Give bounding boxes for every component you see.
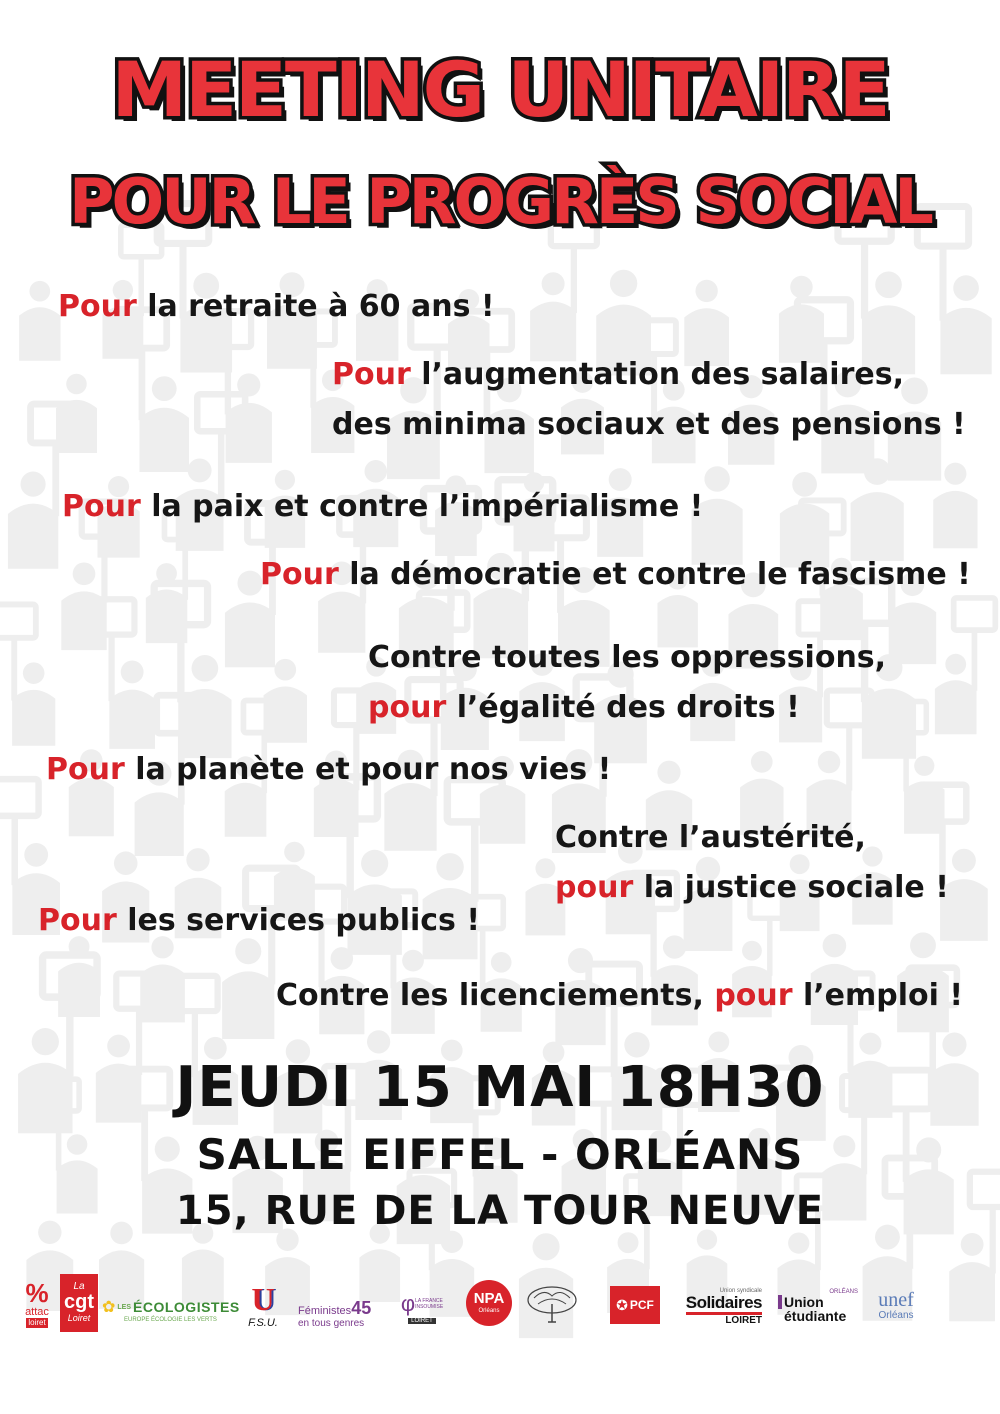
slogan-emploi [276,971,963,1021]
solidaires-logo-sub: LOIRET [725,1314,762,1326]
slogan-text: l’emploi ! [792,978,964,1013]
slogan-oppressions [368,633,886,733]
attac-logo-name: attac [25,1306,49,1318]
feministes-45-logo [298,1296,380,1330]
ecologistes-logo-prefix: LES [117,1303,132,1311]
ecologistes-logo-sub: EUROPE ÉCOLOGIE LES VERTS [124,1317,217,1323]
slogan-text-line1: Contre toutes les oppressions, [368,640,887,675]
feministes-logo-num: 45 [351,1297,372,1318]
slogan-lead: Pour [58,289,137,324]
cgt-logo [60,1274,98,1332]
solidaires-logo [680,1284,762,1330]
title-line-1: MEETING UNITAIRE [111,45,889,134]
slogan-text: la planète et pour nos vies ! [124,752,612,787]
slogan-text: la retraite à 60 ans ! [136,289,495,324]
slogan-text: les services publics ! [116,903,481,938]
slogan-text: l’égalité des droits ! [446,690,800,725]
lfi-logo-sub: LOIRET [408,1318,436,1324]
slogan-services-publics [38,896,480,946]
france-insoumise-logo [398,1282,446,1334]
ecologistes-logo-name: ÉCOLOGISTES [133,1299,240,1315]
slogan-lead: pour [555,870,634,905]
solidaires-logo-top: Union syndicale [719,1287,762,1294]
attac-logo [20,1274,54,1334]
tree-icon [524,1282,580,1326]
unef-logo-sub: Orléans [878,1310,914,1321]
event-date: JEUDI 15 MAI 18H30 [175,1055,825,1120]
event-venue: SALLE EIFFEL - ORLÉANS [196,1130,804,1179]
lfi-logo-line1: LA FRANCE [415,1297,443,1304]
slogan-text-line1: Contre l’austérité, [555,820,866,855]
tree-logo [524,1282,580,1326]
slogan-text: l’augmentation des salaires, [410,357,904,392]
slogan-retraite [58,282,495,332]
solidaires-logo-name: Solidaires [686,1294,762,1315]
slogan-pre: Contre les licenciements, [276,978,715,1013]
npa-logo-sub: Orléans [478,1308,500,1314]
cgt-logo-top: La [73,1281,85,1292]
phi-icon: φ [400,1290,416,1316]
slogan-lead: Pour [38,903,117,938]
star-icon: ✪ [616,1296,628,1313]
fsu-logo [240,1278,286,1334]
union-etudiante-logo [778,1284,858,1328]
npa-logo-name: NPA [473,1290,505,1307]
protester-silhouette [935,598,995,734]
slogan-austerite [555,813,949,913]
union-etudiante-logo-top: ORLÉANS [829,1289,858,1295]
event-address: 15, RUE DE LA TOUR NEUVE [175,1188,825,1234]
slogan-lead: Pour [260,557,339,592]
slogan-text-line2: des minima sociaux et des pensions ! [332,407,966,442]
slogan-democratie [260,550,971,600]
feministes-logo-name: Féministes [298,1304,352,1317]
slogan-lead: pour [368,690,447,725]
slogan-text: la paix et contre l’impérialisme ! [140,489,704,524]
organizer-logos [0,1268,1000,1348]
slogan-text: la justice sociale ! [633,870,949,905]
slogan-planete [46,745,611,795]
unef-logo [866,1286,926,1326]
attac-logo-sub: loiret [28,1318,46,1327]
pcf-logo-name: PCF [629,1298,654,1312]
pcf-logo [610,1286,660,1324]
protester-silhouette [0,604,55,745]
slogan-lead: pour [714,978,793,1013]
attac-logo-symbol: % [25,1278,49,1308]
feministes-logo-sub: en tous genres [298,1317,365,1329]
union-etudiante-logo-name2: étudiante [784,1308,847,1324]
slogan-paix [62,482,703,532]
slogan-text: la démocratie et contre le fascisme ! [338,557,971,592]
protester-silhouette [19,281,60,361]
slogan-lead: Pour [332,357,411,392]
ecologistes-logo [102,1292,240,1328]
slogan-lead: Pour [46,752,125,787]
title-line-2: POUR LE PROGRÈS SOCIAL [69,165,931,238]
sunflower-icon: ✿ [102,1299,116,1316]
fsu-logo-name: F.S.U. [248,1317,278,1329]
cgt-logo-name: cgt [64,1291,94,1313]
unef-logo-name: unef [878,1289,914,1311]
lfi-logo-line2: INSOUMISE [415,1303,444,1310]
npa-logo [466,1280,512,1326]
slogan-salaires [332,350,966,450]
cgt-logo-sub: Loiret [67,1313,91,1323]
slogan-lead: Pour [62,489,141,524]
fsu-logo-letter: U [251,1281,275,1317]
union-etudiante-logo-name: Union [778,1295,824,1309]
